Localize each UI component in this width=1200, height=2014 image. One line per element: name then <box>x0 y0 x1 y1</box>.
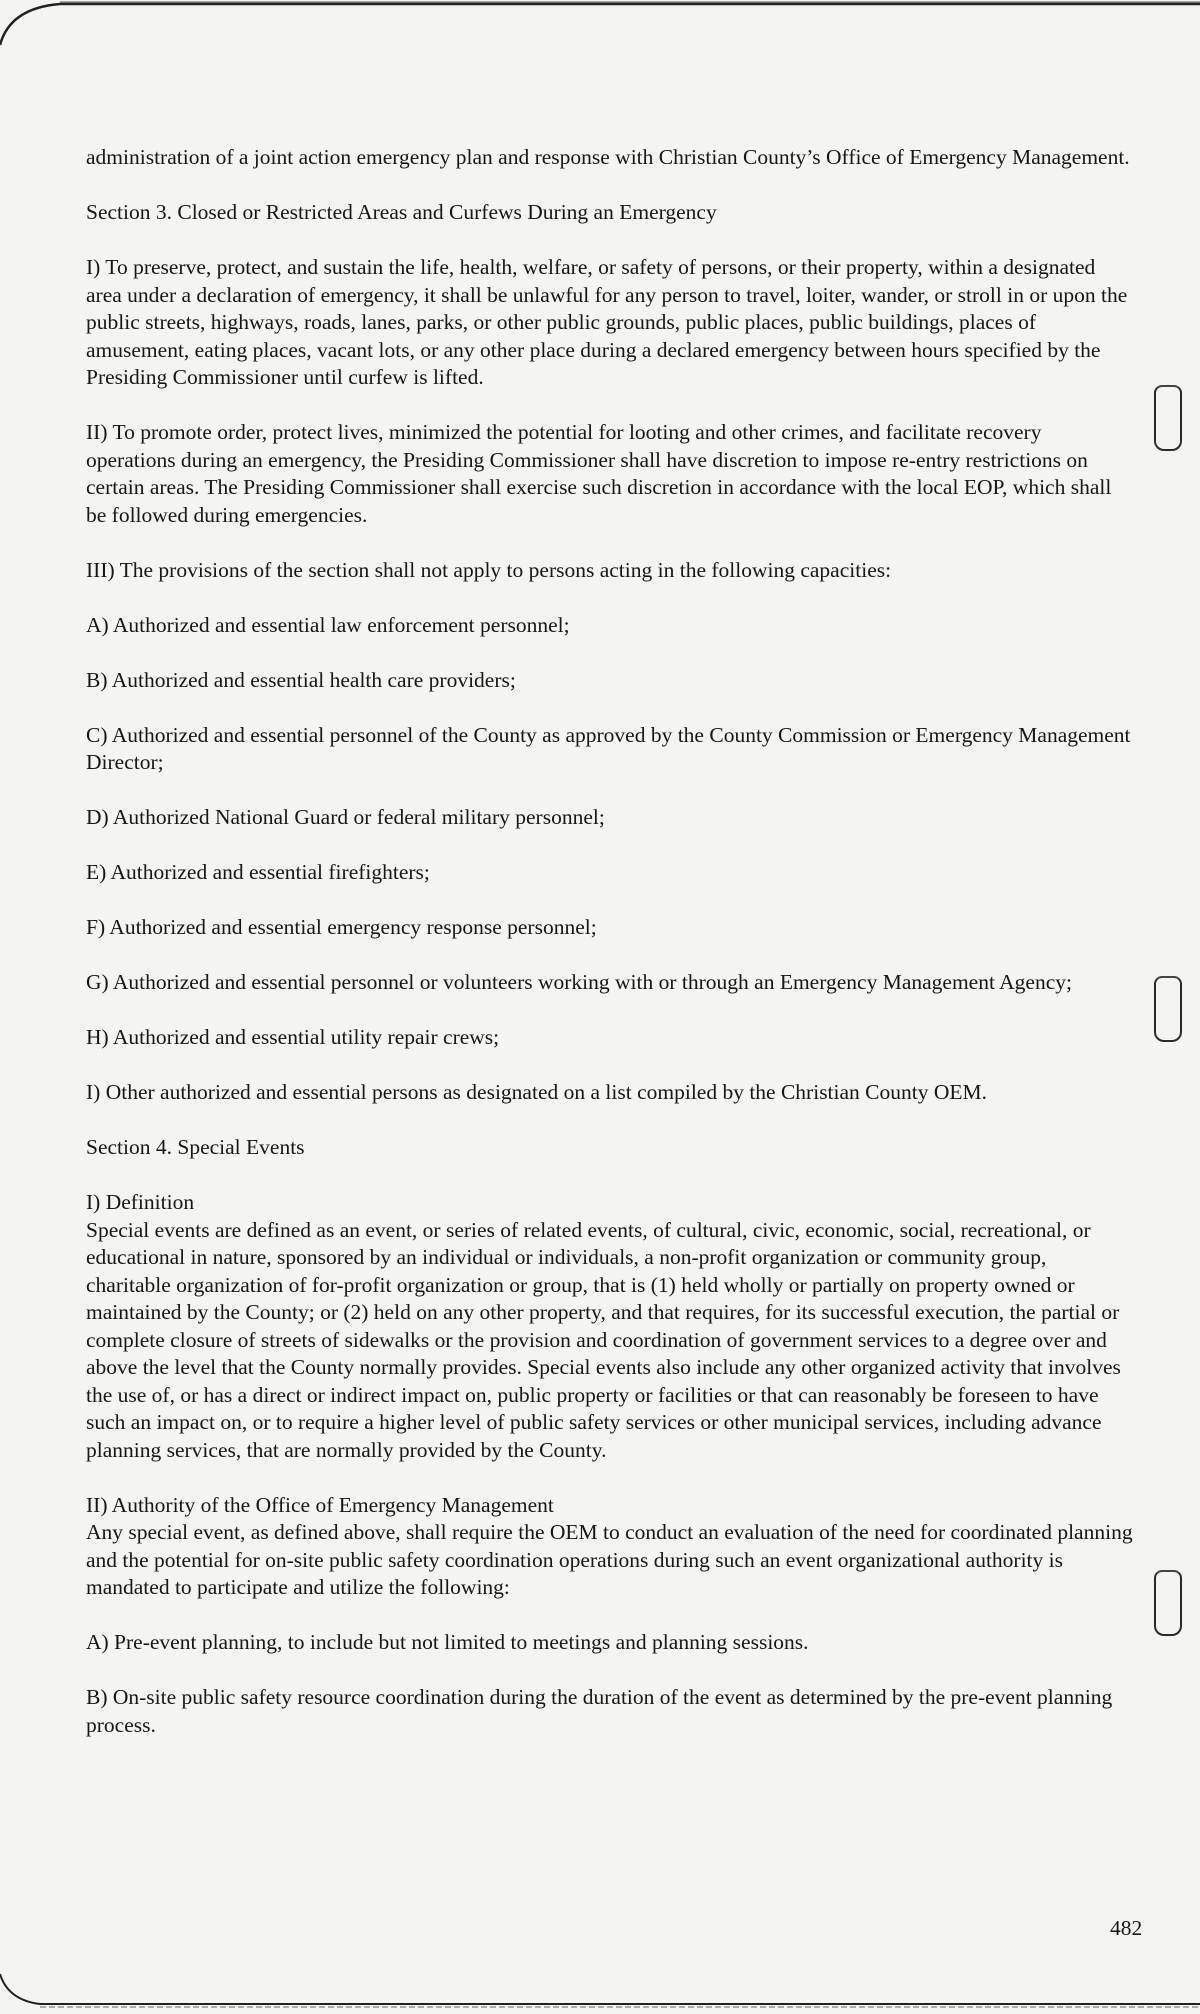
exemption-g: G) Authorized and essential personnel or volunteers working with or through an Emergency Management Agency; <box>86 970 1072 994</box>
exemption-h: H) Authorized and essential utility repair crews; <box>86 1025 500 1049</box>
section-3-heading: Section 3. Closed or Restricted Areas and Curfews During an Emergency <box>86 200 717 224</box>
authority-item-a: A) Pre-event planning, to include but not limited to meetings and planning sessions. <box>86 1630 809 1654</box>
section-3-clause-i: I) To preserve, protect, and sustain the life, health, welfare, or safety of persons, or their property, within a designated area under a declaration of emergency, it shall be unlawful for any person to travel, loiter, wander, or stroll in or upon the public streets, highways, roads, lanes, parks, or other public grounds, public places, public buildings, places of amusement, eating places, vacant lots, or any other place during a declared emergency between hours specified by the Presiding Commissioner until curfew is lifted. <box>86 255 1128 389</box>
exemption-f: F) Authorized and essential emergency response personnel; <box>86 915 597 939</box>
authority-text: Any special event, as defined above, shall require the OEM to conduct an evaluation of the need for coordinated planning and the potential for on-site public safety coordination operations during such an event organizational authority is mandated to participate and utilize the following: <box>86 1520 1133 1599</box>
page-number: 482 <box>1110 1916 1143 1940</box>
exemption-b: B) Authorized and essential health care providers; <box>86 667 516 692</box>
exemption-e: E) Authorized and essential firefighters; <box>86 860 430 884</box>
definition-text: Special events are defined as an event, or series of related events, of cultural, civic, economic, social, recreational, or educational in nature, sponsored by an individual or individuals, a non-profit organization or community group, charitable organization of for-profit organization or group, that is (1) held wholly or partially on property owned or maintained by the County; or (2) held on any other property, and that requires, for its successful execution, the partial or complete closure of streets of sidewalks or the provision and coordination of government services to a degree over and above the level that the County normally provides. Special events also include any other organized activity that involves the use of, or has a direct or indirect impact on, public property or facilities or that can reasonably be foreseen to have such an impact on, or to require a higher level of public safety services or other municipal services, including advance planning services, that are normally provided by the County. <box>86 1217 1121 1462</box>
exemption-d: D) Authorized National Guard or federal military personnel; <box>86 805 605 829</box>
exemption-c: C) Authorized and essential personnel of the County as approved by the County Commission or Emergency Management Director; <box>86 722 1131 774</box>
paragraph-continuation: administration of a joint action emergency plan and response with Christian County’s Office of Emergency Management. <box>86 145 1130 169</box>
document-body <box>86 144 1136 1767</box>
section-3-clause-ii: II) To promote order, protect lives, minimized the potential for looting and other crimes, and facilitate recovery operations during an emergency, the Presiding Commissioner shall have discretion to impose re-entry restrictions on certain areas. The Presiding Commissioner shall exercise such discretion in accordance with the local EOP, which shall be followed during emergencies. <box>86 420 1112 527</box>
exemption-i: I) Other authorized and essential persons as designated on a list compiled by the Christian County OEM. <box>86 1080 988 1104</box>
scan-edge-bottom <box>0 1960 1200 2014</box>
section-4-heading: Section 4. Special Events <box>86 1135 305 1159</box>
exemption-a: A) Authorized and essential law enforcement personnel; <box>86 612 570 637</box>
definition-heading: I) Definition <box>86 1190 195 1214</box>
scan-edge-top <box>0 0 1200 60</box>
binder-hole-mark <box>1154 385 1182 451</box>
binder-hole-mark <box>1154 976 1182 1042</box>
authority-item-b: B) On-site public safety resource coordination during the duration of the event as determined by the pre-event planning process. <box>86 1685 1113 1737</box>
authority-heading: II) Authority of the Office of Emergency Management <box>86 1492 554 1517</box>
section-3-clause-iii: III) The provisions of the section shall not apply to persons acting in the following capacities: <box>86 557 892 582</box>
binder-hole-mark <box>1154 1570 1182 1636</box>
